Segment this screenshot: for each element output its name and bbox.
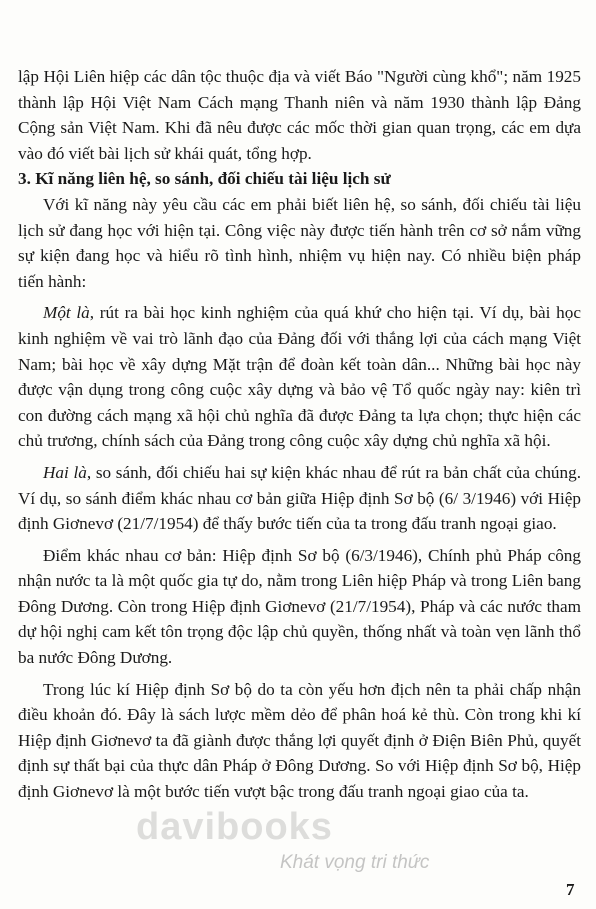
page-number: 7 — [566, 880, 575, 899]
watermark-slogan: Khát vọng tri thức — [280, 852, 430, 873]
paragraph-3-body: , rút ra bài học kinh nghiệm của quá khứ cho hiện tại. Ví dụ, bài học kinh nghiệm về vai trò lãnh đạo của Đảng đối với thắng lợi của cách mạng Việt Nam; bài học về xây dựng Mặt trận để đoàn kết toàn dân... Những bài học này được vận dụng trong công cuộc xây dựng và bảo vệ Tổ quốc ngày nay: kiên trì con đường cách mạng xã hội chủ nghĩa đã được Đảng ta lựa chọn; thực hiện các chủ trương, chính sách của Đảng trong công cuộc xây dựng chủ nghĩa xã hội. — [18, 303, 581, 451]
paragraph-4 — [18, 460, 581, 537]
paragraph-3-lead: Một là — [43, 303, 90, 323]
paragraph-1: lập Hội Liên hiệp các dân tộc thuộc địa và viết Báo "Người cùng khổ"; năm 1925 thành lập Hội Việt Nam Cách mạng Thanh niên và năm 1930 thành lập Đảng Cộng sản Việt Nam. Khi đã nêu được các mốc thời gian quan trọng, các em dựa vào đó viết bài lịch sử khái quát, tổng hợp. — [18, 67, 581, 163]
body-text — [18, 64, 581, 805]
paragraph-6: Trong lúc kí Hiệp định Sơ bộ do ta còn yếu hơn địch nên ta phải chấp nhận điều khoản đó. Đây là sách lược mềm dẻo để phân hoá kẻ thù. Còn trong khi kí Hiệp định Giơnevơ ta đã giành được thắng lợi quyết định ở Điện Biên Phủ, quyết định sự thất bại của thực dân Pháp ở Đông Dương. So với Hiệp định Sơ bộ, Hiệp định Giơnevơ là một bước tiến vượt bậc trong đấu tranh ngoại giao của ta. — [18, 679, 581, 802]
paragraph-2: Với kĩ năng này yêu cầu các em phải biết liên hệ, so sánh, đối chiếu tài liệu lịch sử đang học với hiện tại. Công việc này được tiến hành trên cơ sở nắm vững sự kiện đang học và hiểu rõ tình hình, nhiệm vụ hiện nay. Có nhiều biện pháp tiến hành: — [18, 194, 581, 291]
paragraph-5: Điểm khác nhau cơ bản: Hiệp định Sơ bộ (6/3/1946), Chính phủ Pháp công nhận nước ta là một quốc gia tự do, nằm trong Liên hiệp Pháp và trong Liên bang Đông Dương. Còn trong Hiệp định Giơnevơ (21/7/1954), Pháp và các nước tham dự hội nghị cam kết tôn trọng độc lập chủ quyền, thống nhất và toàn vẹn lãnh thổ ba nước Đông Dương. — [18, 545, 581, 668]
watermark — [132, 806, 512, 886]
paragraph-3 — [18, 300, 581, 454]
section-heading: 3. Kĩ năng liên hệ, so sánh, đối chiếu tài liệu lịch sử — [18, 169, 391, 189]
paragraph-4-lead: Hai là — [43, 462, 87, 482]
paragraph-4-body: , so sánh, đối chiếu hai sự kiện khác nhau để rút ra bản chất của chúng. Ví dụ, so sánh điểm khác nhau cơ bản giữa Hiệp định Sơ bộ (6/ 3/1946) với Hiệp định Giơnevơ (21/7/1954) để thấy bước tiến của ta trong đấu tranh ngoại giao. — [18, 462, 581, 534]
watermark-logo: davibooks — [136, 806, 333, 848]
